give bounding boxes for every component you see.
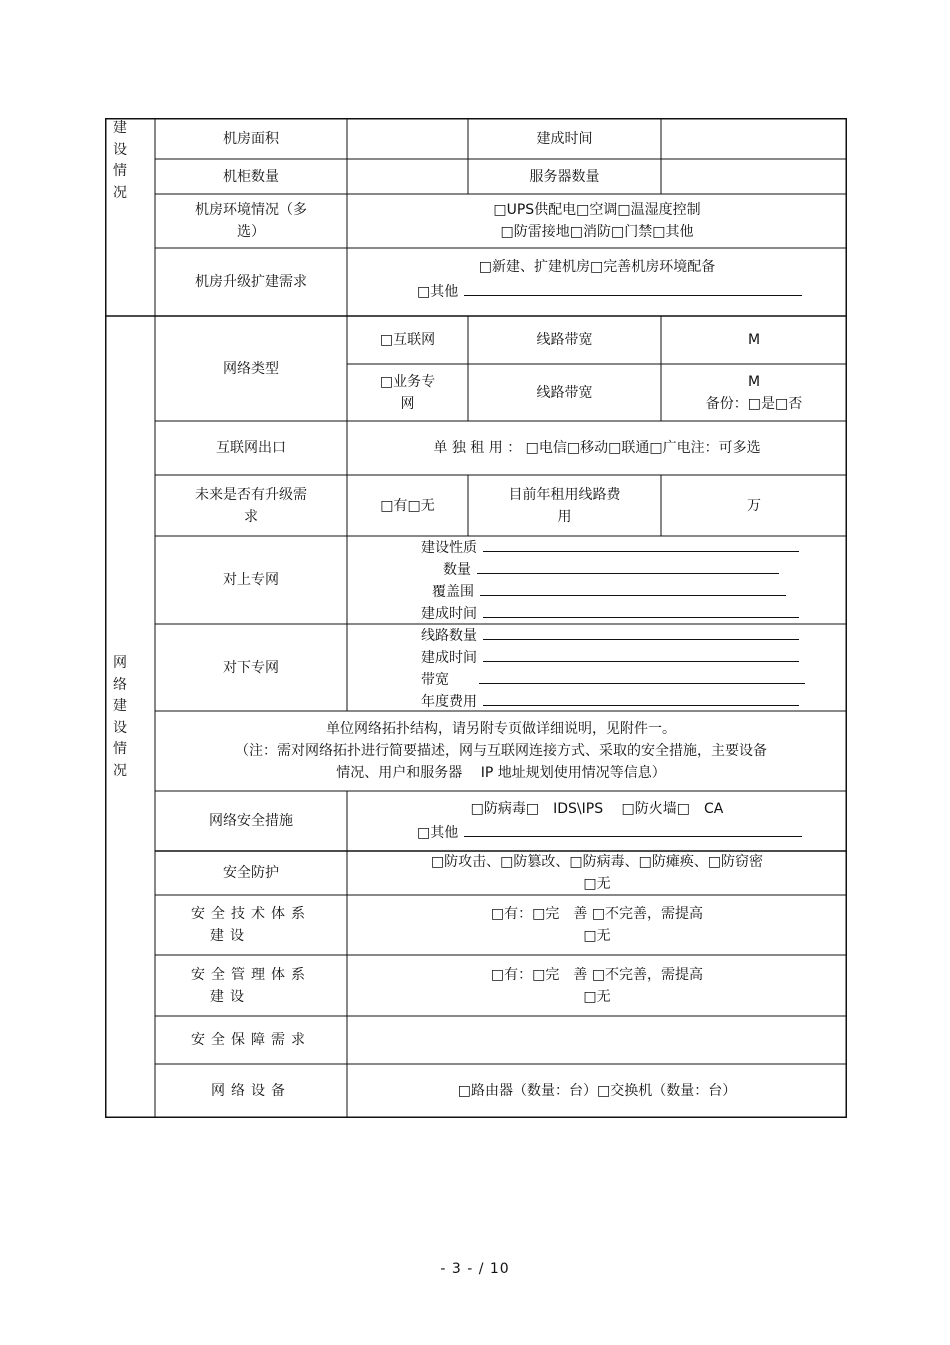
field-label: 数量	[443, 562, 471, 578]
upper-network-label: 对上专网	[223, 572, 279, 588]
field-label: 建设性质	[421, 540, 477, 556]
security-measures-label: 网络安全措施	[209, 813, 293, 829]
annual-fee-label-line: 用	[557, 508, 572, 525]
bandwidth-backup[interactable]	[661, 364, 847, 421]
internet-option[interactable]: □互联网	[379, 332, 436, 348]
future-upgrade-label-line: 未来是否有升级需	[195, 486, 307, 503]
field-label: 年度费用	[421, 694, 477, 710]
server-count-label: 服务器数量	[529, 168, 600, 185]
lower-network-label: 对下专网	[223, 659, 279, 676]
bandwidth-unit: M	[747, 332, 761, 348]
upper-field-coverage[interactable]	[432, 579, 786, 603]
field-label: 建成时间	[421, 650, 477, 666]
room-env-options-line[interactable]: □UPS供配电□空调□温湿度控制	[493, 202, 701, 218]
room-env-options-line[interactable]: □防雷接地□消防□门禁□其他	[500, 224, 694, 240]
annual-fee-label	[468, 475, 661, 536]
section-label-network	[105, 653, 135, 783]
network-device-options[interactable]: □路由器（数量：台）□交换机（数量：台）	[457, 1083, 737, 1099]
security-mgmt-label	[155, 955, 347, 1016]
security-tech-line[interactable]: □有：□完 善 □不完善，需提高	[490, 906, 704, 922]
room-upgrade-other[interactable]	[417, 279, 802, 303]
upper-field-count[interactable]	[443, 557, 779, 581]
fill-line[interactable]	[483, 689, 799, 706]
field-label: 线路数量	[421, 628, 477, 644]
security-mgmt-options[interactable]	[347, 955, 847, 1016]
bandwidth-label: 线路带宽	[536, 332, 593, 348]
internet-exit-label: 互联网出口	[216, 440, 286, 456]
upper-field-nature[interactable]	[421, 535, 799, 559]
cabinet-count-label: 机柜数量	[223, 168, 279, 185]
room-area-label: 机房面积	[223, 130, 279, 147]
fill-line[interactable]	[477, 557, 779, 574]
security-tech-line[interactable]: □无	[583, 928, 611, 944]
topology-note-line: 情况、用户和服务器 IP 地址规划使用情况等信息）	[336, 765, 666, 781]
security-protection-line[interactable]: □防攻击、□防篡改、□防病毒、□防瘫痪、□防窃密	[430, 854, 764, 870]
future-upgrade-options[interactable]: □有□无	[380, 497, 435, 514]
section-label-char: 络	[113, 676, 127, 693]
future-upgrade-label-line: 求	[244, 508, 258, 525]
topology-note-line: （注：需对网络拓扑进行简要描述，网与互联网连接方式、采取的安全措施，主要设备	[235, 743, 767, 759]
section-label-char: 建	[113, 120, 127, 136]
survey-form-table	[105, 118, 847, 1118]
network-device-label: 网络设备	[211, 1083, 291, 1099]
fill-line[interactable]	[479, 667, 805, 684]
lower-field-annual-fee[interactable]	[421, 689, 799, 713]
field-label: 覆盖围	[432, 584, 474, 600]
security-mgmt-label-line: 安全管理体系	[191, 966, 311, 983]
room-upgrade-options[interactable]: □新建、扩建机房□完善机房环境配备	[478, 259, 716, 275]
security-protection-label: 安全防护	[223, 865, 279, 881]
security-mgmt-line[interactable]: □无	[583, 988, 611, 1005]
room-env-options[interactable]	[347, 194, 847, 248]
annual-fee-label-line: 目前年租用线路费	[508, 486, 621, 503]
section-label-construction	[105, 118, 135, 204]
fill-line[interactable]	[480, 579, 786, 596]
lower-field-bandwidth[interactable]	[421, 667, 805, 691]
room-env-label	[155, 194, 347, 248]
security-tech-label	[155, 895, 347, 955]
fill-line[interactable]	[483, 645, 799, 662]
security-tech-label-line: 建设	[210, 928, 250, 944]
bandwidth-label-2: 线路带宽	[536, 384, 593, 401]
lower-field-built-time[interactable]	[421, 645, 799, 669]
built-time-label: 建成时间	[536, 130, 593, 147]
fill-line[interactable]	[464, 820, 802, 837]
future-upgrade-label	[155, 475, 347, 536]
section-label-char: 网	[113, 655, 127, 671]
business-network-option[interactable]	[347, 364, 468, 421]
room-env-label-line: 机房环境情况（多	[195, 202, 307, 218]
upper-field-built-time[interactable]	[421, 601, 799, 625]
section-label-char: 设	[113, 141, 127, 158]
network-type-label: 网络类型	[223, 360, 279, 377]
security-mgmt-label-line: 建设	[210, 988, 250, 1005]
topology-note	[155, 711, 847, 791]
security-tech-label-line: 安全技术体系	[191, 906, 311, 922]
security-guarantee-label: 安全保障需求	[191, 1032, 311, 1048]
security-protection-line[interactable]: □无	[583, 876, 611, 892]
security-measures-options[interactable]: □防病毒□ IDS\IPS □防火墙□ CA	[470, 801, 724, 817]
page-number: - 3 - / 10	[440, 1261, 510, 1277]
fill-line[interactable]	[483, 535, 799, 552]
security-tech-options[interactable]	[347, 895, 847, 955]
section-label-char: 情	[113, 163, 127, 180]
field-label: 建成时间	[421, 606, 477, 622]
annual-fee-unit: 万	[747, 497, 761, 514]
section-label-char: 情	[113, 741, 127, 758]
security-measures-other[interactable]	[417, 820, 802, 844]
section-label-char: 建	[113, 698, 127, 715]
business-network-line[interactable]: □业务专	[379, 373, 436, 390]
fill-line[interactable]	[483, 601, 799, 618]
fill-line[interactable]	[483, 623, 799, 640]
room-upgrade-label: 机房升级扩建需求	[195, 274, 307, 290]
section-label-char: 况	[113, 762, 127, 779]
backup-options[interactable]: 备份：□是□否	[705, 395, 803, 412]
field-label: 带宽	[421, 672, 449, 688]
topology-note-line: 单位网络拓扑结构，请另附专页做详细说明，见附件一。	[326, 721, 676, 737]
section-label-char: 况	[113, 184, 127, 201]
bandwidth-unit-2: M	[747, 373, 761, 390]
security-mgmt-line[interactable]: □有：□完 善 □不完善，需提高	[490, 966, 704, 983]
internet-exit-options[interactable]: 单 独 租 用 ： □电信□移动□联通□广电注：可多选	[433, 440, 761, 456]
security-protection-options[interactable]	[347, 851, 847, 895]
section-label-char: 设	[113, 719, 127, 736]
business-network-line: 网	[400, 395, 415, 412]
fill-line[interactable]	[464, 279, 802, 296]
security-measures-other-label: □其他	[417, 825, 459, 841]
lower-field-lines[interactable]	[421, 623, 799, 647]
room-env-label-line: 选）	[237, 224, 265, 240]
room-upgrade-other-label: □其他	[417, 284, 459, 300]
